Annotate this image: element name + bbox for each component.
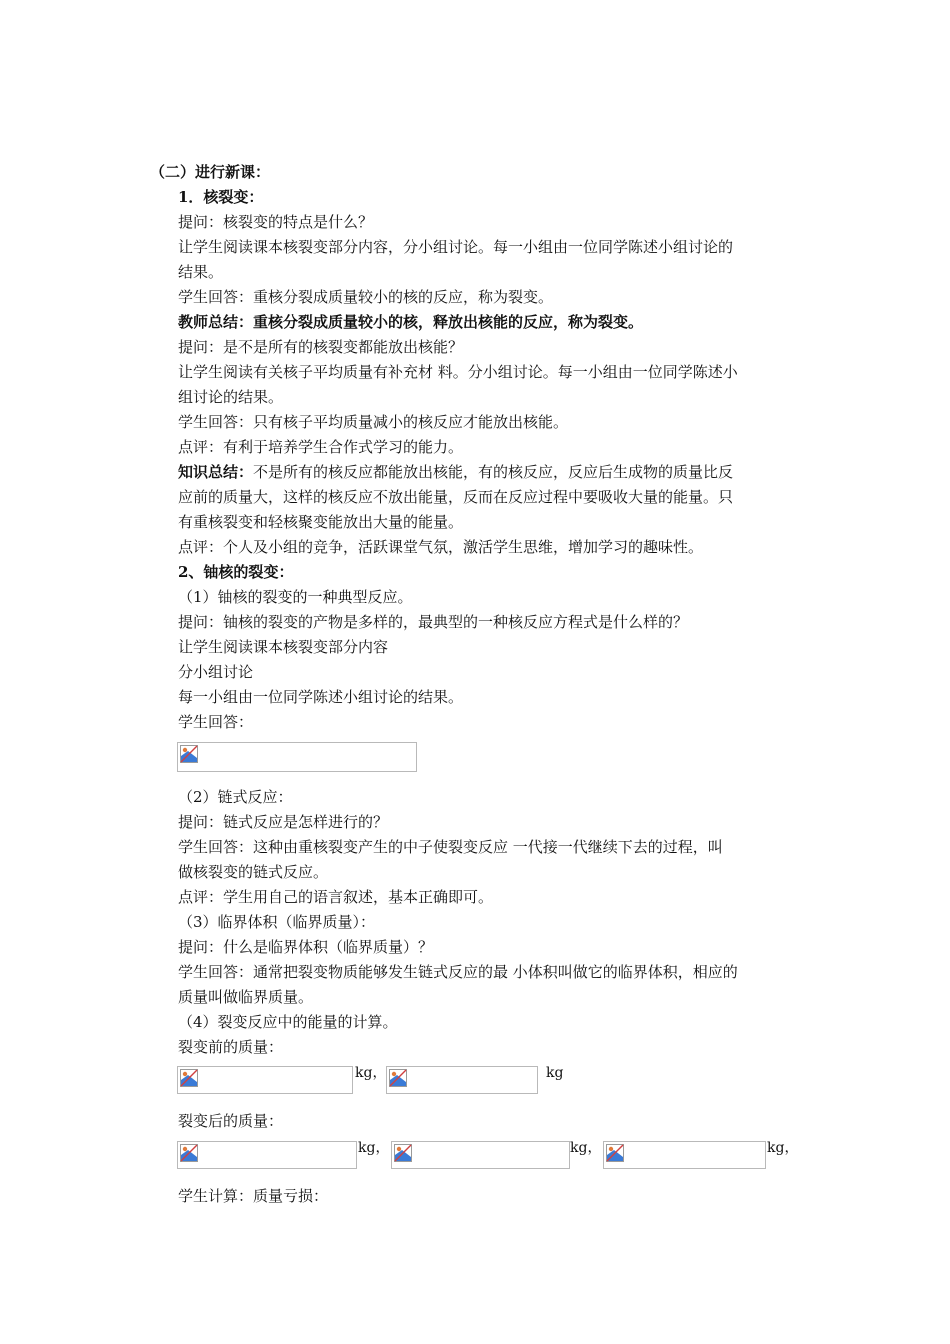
paragraph-line: 提问：是不是所有的核裂变都能放出核能？ [178, 338, 464, 356]
paragraph-line: 结果。 [178, 263, 224, 281]
sub1-heading: 1．核裂变： [178, 188, 264, 206]
paragraph-line: 点评：学生用自己的语言叙述，基本正确即可。 [178, 888, 494, 906]
mass-after-image-1 [177, 1141, 357, 1169]
mass-after-image-3 [603, 1141, 766, 1169]
paragraph-line: （2）链式反应： [178, 788, 293, 806]
knowledge-summary-label: 知识总结： [178, 463, 254, 481]
paragraph-line: 学生回答： [178, 713, 254, 731]
paragraph-line: 提问：铀核的裂变的产物是多样的，最典型的一种核反应方程式是什么样的？ [178, 613, 689, 631]
paragraph-line: 学生回答：这种由重核裂变产生的中子使裂变反应 一代接一代继续下去的过程，叫 [178, 838, 723, 856]
paragraph-line: 提问：什么是临界体积（临界质量）？ [178, 938, 434, 956]
paragraph-line: 提问：链式反应是怎样进行的？ [178, 813, 389, 831]
paragraph-line: 学生回答：通常把裂变物质能够发生链式反应的最 小体积叫做它的临界体积，相应的 [178, 963, 738, 981]
paragraph-line: 组讨论的结果。 [178, 388, 284, 406]
unit-label: kg， [358, 1140, 390, 1156]
paragraph-line: 裂变前的质量： [178, 1038, 284, 1056]
paragraph-line: 每一小组由一位同学陈述小组讨论的结果。 [178, 688, 464, 706]
broken-image-icon [389, 1069, 407, 1087]
paragraph-line: 让学生阅读有关核子平均质量有补充材 料。分小组讨论。每一小组由一位同学陈述小 [178, 363, 738, 381]
paragraph-line: （3）临界体积（临界质量）： [178, 913, 376, 931]
paragraph-line: 学生回答：只有核子平均质量减小的核反应才能放出核能。 [178, 413, 569, 431]
unit-label: kg， [355, 1065, 387, 1081]
teacher-summary: 教师总结：重核分裂成质量较小的核，释放出核能的反应，称为裂变。 [178, 313, 644, 331]
equation-image-placeholder [177, 742, 417, 772]
mass-after-image-2 [391, 1141, 570, 1169]
broken-image-icon [180, 745, 198, 763]
paragraph-line: 学生计算：质量亏损： [178, 1187, 329, 1205]
broken-image-icon [180, 1069, 198, 1087]
paragraph-line: 提问：核裂变的特点是什么？ [178, 213, 374, 231]
paragraph-line: 点评：个人及小组的竞争，活跃课堂气氛，激活学生思维，增加学习的趣味性。 [178, 538, 704, 556]
paragraph-line: 点评：有利于培养学生合作式学习的能力。 [178, 438, 464, 456]
paragraph-line: 做核裂变的链式反应。 [178, 863, 329, 881]
unit-label: kg， [570, 1140, 602, 1156]
unit-label: kg， [767, 1140, 799, 1156]
paragraph-line: 让学生阅读课本核裂变部分内容 [178, 638, 389, 656]
paragraph-line: （4）裂变反应中的能量的计算。 [178, 1013, 398, 1031]
sub2-heading: 2、铀核的裂变： [178, 563, 294, 581]
paragraph-line: 让学生阅读课本核裂变部分内容，分小组讨论。每一小组由一位同学陈述小组讨论的 [178, 238, 734, 256]
unit-label: kg [546, 1065, 564, 1081]
broken-image-icon [394, 1144, 412, 1162]
knowledge-summary-text: 不是所有的核反应都能放出核能，有的核反应，反应后生成物的质量比反 [253, 463, 734, 481]
broken-image-icon [180, 1144, 198, 1162]
paragraph-line: 学生回答：重核分裂成质量较小的核的反应，称为裂变。 [178, 288, 554, 306]
section-heading: （二）进行新课： [150, 163, 271, 181]
knowledge-summary [178, 462, 733, 482]
paragraph-line: 裂变后的质量： [178, 1112, 284, 1130]
paragraph-line: 质量叫做临界质量。 [178, 988, 314, 1006]
mass-before-image-1 [177, 1066, 353, 1094]
paragraph-line: 有重核裂变和轻核聚变能放出大量的能量。 [178, 513, 464, 531]
paragraph-line: 分小组讨论 [178, 663, 254, 681]
paragraph-line: （1）铀核的裂变的一种典型反应。 [178, 588, 413, 606]
broken-image-icon [606, 1144, 624, 1162]
paragraph-line: 应前的质量大，这样的核反应不放出能量，反而在反应过程中要吸收大量的能量。只 [178, 488, 734, 506]
mass-before-image-2 [386, 1066, 538, 1094]
